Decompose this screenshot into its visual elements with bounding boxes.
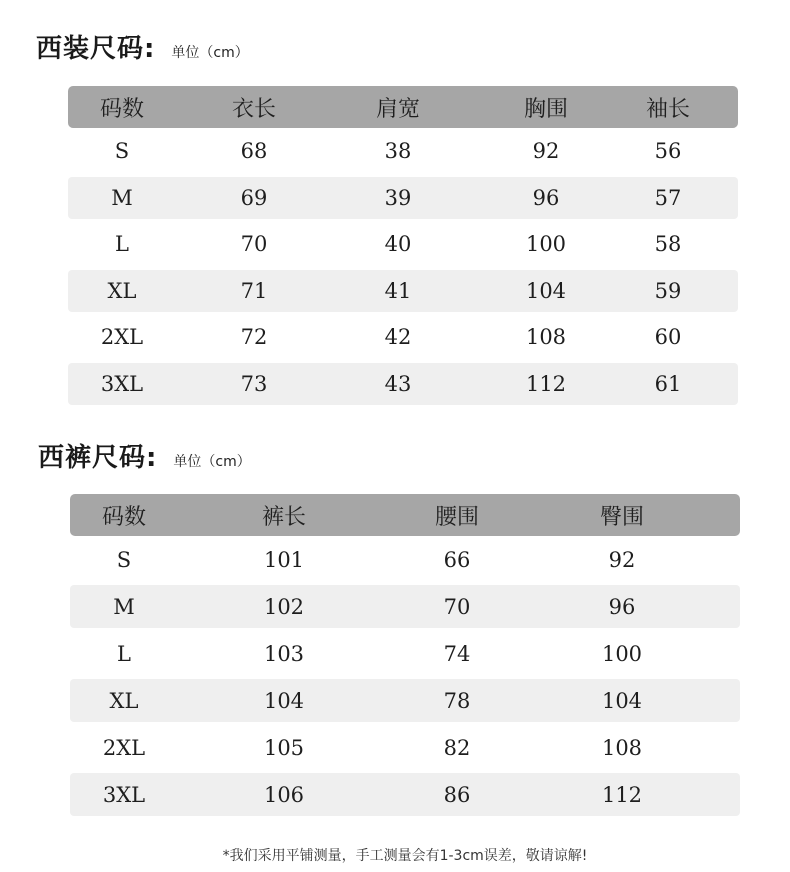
measurement-cell: 102	[263, 594, 305, 619]
measurement-cell: 39	[384, 185, 412, 210]
measurement-cell: 103	[263, 641, 305, 666]
measurement-cell: 59	[654, 278, 682, 303]
pants-size-table	[70, 494, 740, 818]
measurement-cell: 56	[654, 139, 682, 164]
column-header: 臀围	[599, 504, 645, 530]
row-stripe-background	[70, 585, 740, 628]
pants-title-text: 西裤尺码:	[38, 443, 158, 473]
measurement-cell: 69	[240, 185, 268, 210]
measurement-cell: 108	[601, 735, 643, 760]
table-row	[68, 221, 738, 268]
pants-section-title	[38, 437, 251, 474]
measurement-cell: 71	[240, 278, 268, 303]
measurement-cell: 86	[443, 782, 471, 807]
size-label-cell: L	[117, 641, 131, 666]
measurement-cell: 57	[654, 185, 682, 210]
column-header: 衣长	[231, 96, 277, 122]
column-header: 胸围	[523, 96, 569, 122]
measurement-cell: 78	[443, 688, 471, 713]
measurement-cell: 106	[263, 782, 305, 807]
measurement-cell: 66	[443, 547, 471, 572]
size-label-cell: 3XL	[100, 371, 144, 396]
measurement-cell: 112	[525, 371, 567, 396]
measurement-cell: 108	[525, 325, 567, 350]
measurement-cell: 73	[240, 371, 268, 396]
column-header: 腰围	[434, 504, 480, 530]
column-header: 码数	[101, 504, 147, 530]
measurement-cell: 96	[532, 185, 560, 210]
measurement-cell: 40	[384, 232, 412, 257]
measurement-cell: 70	[443, 594, 471, 619]
size-label-cell: L	[115, 232, 129, 257]
column-header: 码数	[99, 96, 145, 122]
size-label-cell: M	[113, 594, 135, 619]
column-header: 袖长	[645, 96, 691, 122]
jacket-size-table	[68, 86, 738, 407]
measurement-cell: 74	[443, 641, 471, 666]
measurement-cell: 72	[240, 325, 268, 350]
measurement-cell: 92	[532, 139, 560, 164]
size-label-cell: S	[116, 547, 132, 572]
measurement-cell: 61	[654, 371, 682, 396]
table-row	[68, 314, 738, 361]
size-label-cell: 2XL	[102, 735, 146, 760]
table-row	[70, 583, 740, 630]
table-row	[68, 128, 738, 175]
measurement-cell: 96	[608, 594, 636, 619]
measurement-cell: 43	[384, 371, 412, 396]
measurement-cell: 82	[443, 735, 471, 760]
table-row	[70, 724, 740, 771]
measurement-cell: 100	[525, 232, 567, 257]
jacket-unit-label: 单位（cm）	[171, 45, 249, 61]
measurement-cell: 60	[654, 325, 682, 350]
measurement-cell: 100	[601, 641, 643, 666]
table-row	[70, 677, 740, 724]
measurement-cell: 68	[240, 139, 268, 164]
size-label-cell: M	[111, 185, 133, 210]
measurement-cell: 92	[608, 547, 636, 572]
table-row	[70, 771, 740, 818]
size-label-cell: XL	[107, 278, 137, 303]
measurement-cell: 105	[263, 735, 305, 760]
table-header-row	[70, 494, 740, 536]
size-label-cell: XL	[109, 688, 139, 713]
table-row	[68, 268, 738, 315]
measurement-cell: 41	[384, 278, 412, 303]
table-row	[68, 361, 738, 408]
jacket-title-text: 西装尺码:	[36, 34, 156, 64]
measurement-cell: 104	[525, 278, 567, 303]
table-row	[70, 536, 740, 583]
measurement-cell: 104	[601, 688, 643, 713]
measurement-cell: 58	[654, 232, 682, 257]
size-label-cell: 2XL	[100, 325, 144, 350]
measurement-cell: 104	[263, 688, 305, 713]
measurement-cell: 112	[601, 782, 643, 807]
pants-unit-label: 单位（cm）	[173, 454, 251, 470]
size-label-cell: 3XL	[102, 782, 146, 807]
table-header-row	[68, 86, 738, 128]
measurement-cell: 42	[384, 325, 412, 350]
measurement-cell: 38	[384, 139, 412, 164]
jacket-section-title	[36, 28, 249, 65]
column-header: 裤长	[261, 504, 307, 530]
table-row	[68, 175, 738, 222]
measurement-footnote: *我们采用平铺测量，手工测量会有1-3cm误差，敬请谅解!	[222, 848, 588, 864]
measurement-cell: 70	[240, 232, 268, 257]
size-label-cell: S	[114, 139, 130, 164]
measurement-cell: 101	[263, 547, 305, 572]
table-row	[70, 630, 740, 677]
column-header: 肩宽	[375, 96, 421, 122]
